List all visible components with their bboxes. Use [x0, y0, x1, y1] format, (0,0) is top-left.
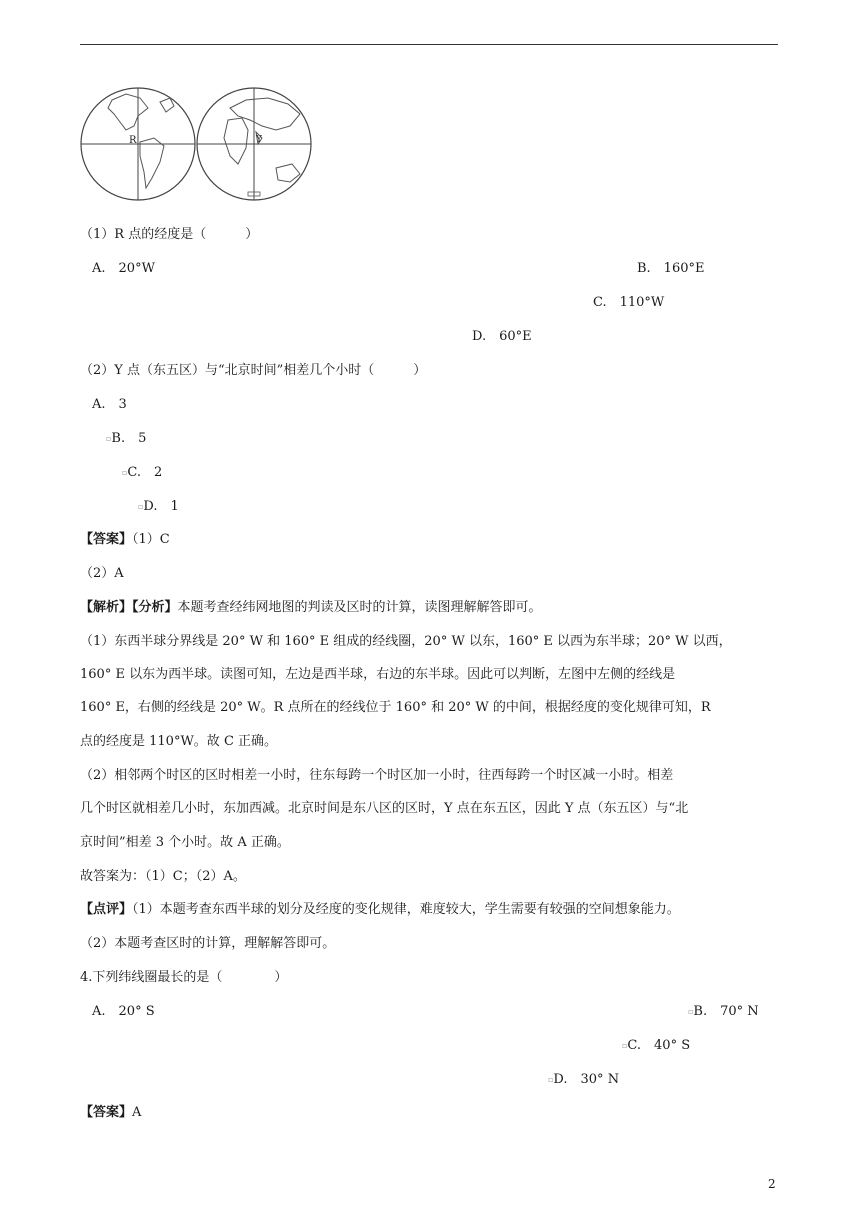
page-number: 2 [768, 1177, 776, 1191]
q3-sub2-option-b [106, 430, 146, 448]
q3-sub1-option-b: B. 160°E [637, 261, 705, 276]
map-label-y: Y [256, 135, 262, 145]
q3-p2-line2: 几个时区就相差几小时，东加西减。北京时间是东八区的区时，Y 点在东五区，因此 Y 点（东五区）与“北 [80, 801, 689, 816]
q4-option-d [548, 1071, 619, 1089]
q3-sub2-option-c [122, 464, 162, 482]
q3-comment1: （1）本题考查东西半球的划分及经度的变化规律，难度较大，学生需要有较强的空间想象能力。 [132, 902, 680, 917]
hemisphere-map [78, 86, 316, 202]
q4-stem: 4.下列纬线圈最长的是（ ） [80, 970, 288, 985]
analysis-tag: 【解析】【分析】 [80, 600, 178, 615]
q3-comment2: （2）本题考查区时的计算，理解解答即可。 [80, 936, 336, 951]
q3-sub2-option-c-text: C. 2 [127, 465, 163, 480]
q4-option-b-text: B. 70° N [693, 1004, 759, 1019]
q3-sub2-option-d-text: D. 1 [143, 499, 179, 514]
option-marker-icon: ▫ [622, 1041, 628, 1050]
q4-option-d-text: D. 30° N [553, 1072, 620, 1087]
q3-sub2-option-d [138, 498, 179, 516]
q3-sub1-stem: （1）R 点的经度是（ ） [80, 227, 259, 242]
map-label-r: R [129, 135, 137, 146]
q3-p1-line1: （1）东西半球分界线是 20° W 和 160° E 组成的经线圈，20° W 以东，160° E 以西为东半球；20° W 以西， [80, 634, 732, 649]
q3-analysis-intro: 本题考查经纬网地图的判读及区时的计算，读图理解解答即可。 [177, 600, 542, 615]
q4-option-a: A. 20° S [92, 1004, 155, 1019]
header-rule [80, 44, 778, 45]
answer-tag: 【答案】 [80, 1105, 133, 1120]
q3-answer2: （2）A [80, 566, 124, 581]
q3-sub2-option-a: A. 3 [92, 397, 127, 412]
q3-p1-line2: 160° E 以东为西半球。读图可知，左边是西半球，右边的东半球。因此可以判断，左图中左侧的经线是 [80, 667, 676, 682]
q3-comment [80, 901, 680, 919]
q3-sub1-option-a: A. 20°W [92, 261, 155, 276]
q3-final-answer: 故答案为：（1）C；（2）A。 [80, 869, 246, 884]
q4-answer-value: A [132, 1105, 142, 1120]
q3-sub1-option-c: C. 110°W [593, 295, 665, 310]
q4-answer [80, 1104, 141, 1122]
answer-tag: 【答案】 [80, 532, 133, 547]
q3-answer-line1 [80, 531, 170, 549]
q3-p2-line1: （2）相邻两个时区的区时相差一小时，往东每跨一个时区加一小时，往西每跨一个时区减一小时。相差 [80, 768, 674, 783]
option-marker-icon: ▫ [688, 1007, 694, 1016]
q4-option-c [622, 1037, 690, 1055]
q3-answer1: （1）C [132, 532, 170, 547]
option-marker-icon: ▫ [106, 434, 112, 443]
q3-p1-line4: 点的经度是 110°W。故 C 正确。 [80, 734, 278, 749]
comment-tag: 【点评】 [80, 902, 133, 917]
q3-sub2-option-b-text: B. 5 [111, 431, 147, 446]
q3-sub1-option-d: D. 60°E [472, 329, 532, 344]
option-marker-icon: ▫ [122, 468, 128, 477]
q4-option-b [688, 1003, 759, 1021]
q3-p2-line3: 京时间”相差 3 个小时。故 A 正确。 [80, 835, 290, 850]
q3-p1-line3: 160° E，右侧的经线是 20° W。R 点所在的经线位于 160° 和 20° W 的中间，根据经度的变化规律可知，R [80, 700, 711, 715]
q4-option-c-text: C. 40° S [627, 1038, 691, 1053]
q3-analysis [80, 599, 542, 617]
option-marker-icon: ▫ [548, 1075, 554, 1084]
option-marker-icon: ▫ [138, 502, 144, 511]
q3-sub2-stem: （2）Y 点（东五区）与“北京时间”相差几个小时（ ） [80, 363, 427, 378]
